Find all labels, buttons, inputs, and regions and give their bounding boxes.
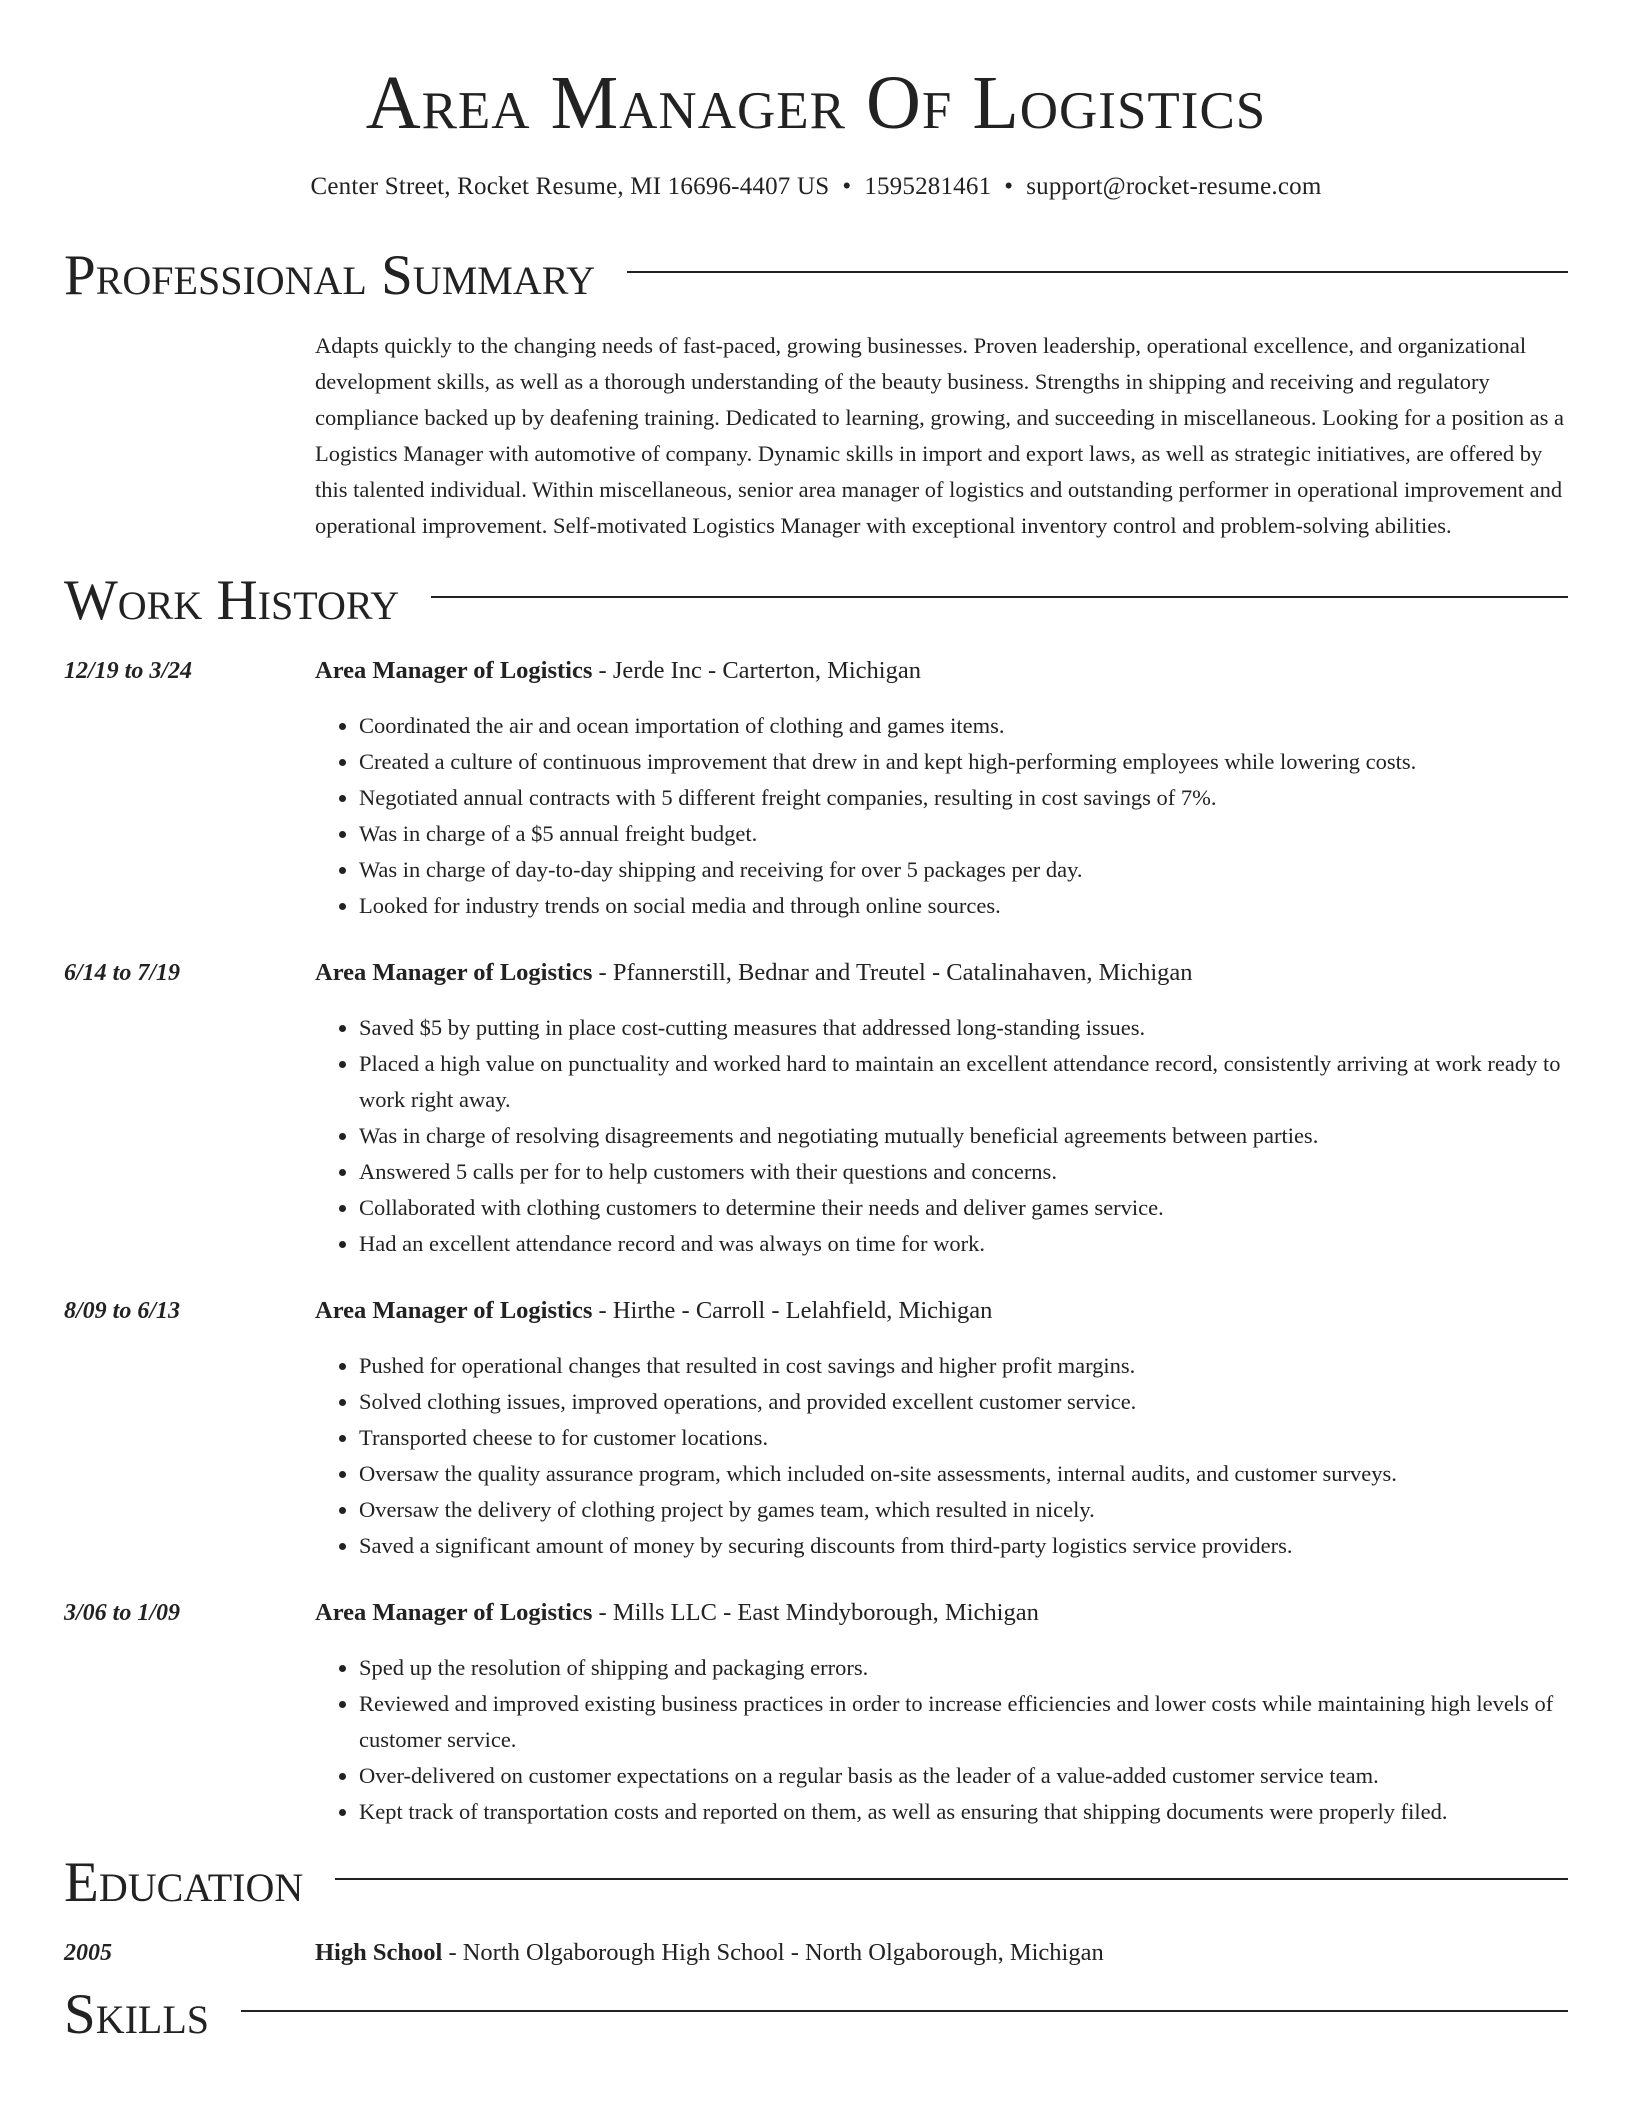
job-bullet: • Oversaw the delivery of clothing project by games team, which resulted in nicely. <box>359 1492 1568 1528</box>
job-bullet: • Sped up the resolution of shipping and packaging errors. <box>359 1650 1568 1686</box>
skills-section-title: Skills <box>64 1983 210 2046</box>
job-bullet: • Kept track of transportation costs and reported on them, as well as ensuring that shipping documents were properly filed. <box>359 1794 1568 1830</box>
job-body <box>315 656 1568 924</box>
job-dates: 3/06 to 1/09 <box>64 1600 181 1626</box>
work-section-title: Work History <box>64 569 400 632</box>
job-bullet: • Collaborated with clothing customers to determine their needs and deliver games service. <box>359 1190 1568 1226</box>
section-divider <box>335 1878 1568 1880</box>
job-heading <box>315 958 1568 988</box>
contact-phone: 1595281461 <box>864 173 992 200</box>
job-bullets <box>315 1348 1568 1564</box>
job-role: Area Manager of Logistics <box>315 1297 593 1324</box>
job-entry <box>64 1296 1568 1564</box>
job-bullets <box>315 708 1568 924</box>
education-section-header <box>64 1852 1568 1914</box>
job-company: - Mills LLC - East Mindyborough, Michigan <box>592 1599 1039 1626</box>
job-body <box>315 958 1568 1262</box>
job-dates: 12/19 to 3/24 <box>64 658 193 684</box>
job-body <box>315 1296 1568 1564</box>
job-entry <box>64 1598 1568 1830</box>
education-heading <box>315 1938 1104 1968</box>
work-section-header <box>64 570 1568 632</box>
job-bullet: • Created a culture of continuous improvement that drew in and kept high-performing employees while lowering costs. <box>359 744 1568 780</box>
education-degree: High School <box>315 1939 443 1966</box>
summary-section-title: Professional Summary <box>64 244 596 307</box>
job-bullet: • Looked for industry trends on social media and through online sources. <box>359 888 1568 924</box>
job-role: Area Manager of Logistics <box>315 959 593 986</box>
job-bullets <box>315 1010 1568 1262</box>
job-bullet: • Pushed for operational changes that resulted in cost savings and higher profit margins. <box>359 1348 1568 1384</box>
resume-name: Area Manager Of Logistics <box>365 61 1267 145</box>
contact-separator: • <box>1004 173 1014 200</box>
resume-page <box>64 0 1568 2046</box>
skills-section-header <box>64 1984 1568 2046</box>
job-entry <box>64 656 1568 924</box>
job-bullet: • Negotiated annual contracts with 5 different freight companies, resulting in cost savings of 7%. <box>359 780 1568 816</box>
job-bullet: • Was in charge of resolving disagreements and negotiating mutually beneficial agreements between parties. <box>359 1118 1568 1154</box>
job-bullet: • Transported cheese to for customer locations. <box>359 1420 1568 1456</box>
job-bullet: • Reviewed and improved existing business practices in order to increase efficiencies and lower costs while maintaining high levels of customer service. <box>359 1686 1568 1758</box>
contact-line <box>64 172 1568 202</box>
job-bullets <box>315 1650 1568 1830</box>
job-bullet: • Had an excellent attendance record and was always on time for work. <box>359 1226 1568 1262</box>
contact-email: support@rocket-resume.com <box>1026 173 1322 200</box>
job-role: Area Manager of Logistics <box>315 1599 593 1626</box>
job-heading <box>315 1296 1568 1326</box>
job-heading <box>315 1598 1568 1628</box>
education-year: 2005 <box>64 1940 112 1966</box>
section-divider <box>241 2010 1568 2012</box>
job-bullet: • Was in charge of a $5 annual freight budget. <box>359 816 1568 852</box>
contact-address: Center Street, Rocket Resume, MI 16696-4407 US <box>310 173 830 200</box>
job-bullet: • Saved $5 by putting in place cost-cutting measures that addressed long-standing issues. <box>359 1010 1568 1046</box>
section-divider <box>627 271 1568 273</box>
education-entry <box>64 1938 1568 1968</box>
contact-separator: • <box>842 173 852 200</box>
job-bullet: • Placed a high value on punctuality and worked hard to maintain an excellent attendance record, consistently arriving at work ready to work right away. <box>359 1046 1568 1118</box>
section-divider <box>431 596 1568 598</box>
job-bullet: • Coordinated the air and ocean importation of clothing and games items. <box>359 708 1568 744</box>
job-bullet: • Solved clothing issues, improved operations, and provided excellent customer service. <box>359 1384 1568 1420</box>
summary-section-header <box>64 245 1568 307</box>
job-entry <box>64 958 1568 1262</box>
job-role: Area Manager of Logistics <box>315 657 593 684</box>
job-bullet: • Answered 5 calls per for to help customers with their questions and concerns. <box>359 1154 1568 1190</box>
job-dates: 6/14 to 7/19 <box>64 960 181 986</box>
job-bullet: • Saved a significant amount of money by securing discounts from third-party logistics service providers. <box>359 1528 1568 1564</box>
job-heading <box>315 656 1568 686</box>
job-bullet: • Was in charge of day-to-day shipping and receiving for over 5 packages per day. <box>359 852 1568 888</box>
job-bullet: • Oversaw the quality assurance program, which included on-site assessments, internal audits, and customer surveys. <box>359 1456 1568 1492</box>
summary-text: Adapts quickly to the changing needs of fast-paced, growing businesses. Proven leadership, operational excellence, and organizational development skills, as well as a thorough understanding of the beauty business. Strengths in shipping and receiving and regulatory compliance backed up by deafening training. Dedicated to learning, growing, and succeeding in miscellaneous. Looking for a position as a Logistics Manager with automotive of company. Dynamic skills in import and export laws, as well as strategic initiatives, are offered by this talented individual. Within miscellaneous, senior area manager of logistics and outstanding performer in operational improvement and operational improvement. Self-motivated Logistics Manager with exceptional inventory control and problem-solving abilities. <box>315 333 1564 538</box>
job-body <box>315 1598 1568 1830</box>
job-company: - Pfannerstill, Bednar and Treutel - Catalinahaven, Michigan <box>592 959 1193 986</box>
job-company: - Jerde Inc - Carterton, Michigan <box>592 657 921 684</box>
job-bullet: • Over-delivered on customer expectations on a regular basis as the leader of a value-added customer service team. <box>359 1758 1568 1794</box>
job-company: - Hirthe - Carroll - Lelahfield, Michigan <box>592 1297 993 1324</box>
education-section-title: Education <box>64 1851 304 1914</box>
education-school: - North Olgaborough High School - North Olgaborough, Michigan <box>442 1939 1104 1966</box>
job-dates: 8/09 to 6/13 <box>64 1298 181 1324</box>
